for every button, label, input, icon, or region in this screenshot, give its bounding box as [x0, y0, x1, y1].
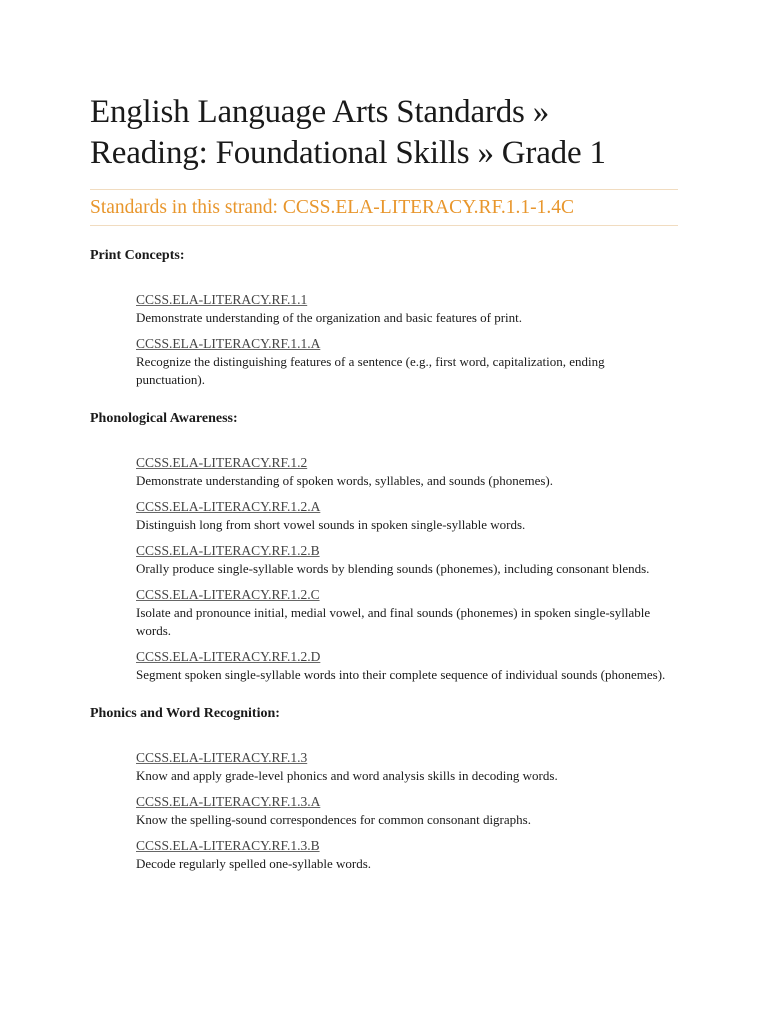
- standard-item: [136, 291, 676, 327]
- page-title-line-2: Reading: Foundational Skills » Grade 1: [90, 135, 606, 171]
- standard-description: Know the spelling-sound correspondences for common consonant digraphs.: [136, 812, 531, 827]
- page-title-line-1: English Language Arts Standards »: [90, 94, 549, 130]
- standard-link[interactable]: CCSS.ELA-LITERACY.RF.1.2: [136, 455, 308, 470]
- section-phonological-awareness: [90, 410, 678, 684]
- standard-item: [136, 837, 676, 873]
- standards-list: [136, 291, 676, 389]
- section-phonics-word-recognition: [90, 705, 678, 873]
- standard-description: Know and apply grade-level phonics and word analysis skills in decoding words.: [136, 768, 558, 783]
- standard-description: Distinguish long from short vowel sounds in spoken single-syllable words.: [136, 517, 526, 532]
- strand-banner: [90, 189, 678, 226]
- standard-link[interactable]: CCSS.ELA-LITERACY.RF.1.2.D: [136, 649, 321, 664]
- standard-link[interactable]: CCSS.ELA-LITERACY.RF.1.1.A: [136, 336, 321, 351]
- standard-item: [136, 335, 676, 389]
- standard-link[interactable]: CCSS.ELA-LITERACY.RF.1.1: [136, 292, 308, 307]
- standard-description: Recognize the distinguishing features of a sentence (e.g., first word, capitalization, ending punctuation).: [136, 354, 605, 387]
- standard-item: [136, 793, 676, 829]
- standard-link[interactable]: CCSS.ELA-LITERACY.RF.1.3.B: [136, 838, 320, 853]
- standard-description: Decode regularly spelled one-syllable words.: [136, 856, 372, 871]
- standard-item: [136, 454, 676, 490]
- standard-description: Segment spoken single-syllable words into their complete sequence of individual sounds (phonemes).: [136, 667, 666, 682]
- standards-list: [136, 454, 676, 684]
- standard-link[interactable]: CCSS.ELA-LITERACY.RF.1.2.A: [136, 499, 321, 514]
- standard-description: Isolate and pronounce initial, medial vowel, and final sounds (phonemes) in spoken single-syllable words.: [136, 605, 651, 638]
- page-title: [90, 92, 678, 174]
- standard-description: Demonstrate understanding of spoken words, syllables, and sounds (phonemes).: [136, 473, 554, 488]
- standard-description: Orally produce single-syllable words by blending sounds (phonemes), including consonant blends.: [136, 561, 650, 576]
- standard-link[interactable]: CCSS.ELA-LITERACY.RF.1.3.A: [136, 794, 321, 809]
- standard-item: [136, 586, 676, 640]
- standard-item: [136, 648, 676, 684]
- standard-link[interactable]: CCSS.ELA-LITERACY.RF.1.2.C: [136, 587, 320, 602]
- section-heading: Phonics and Word Recognition:: [90, 706, 280, 721]
- standard-item: [136, 498, 676, 534]
- standard-link[interactable]: CCSS.ELA-LITERACY.RF.1.2.B: [136, 543, 320, 558]
- section-print-concepts: [90, 247, 678, 389]
- standards-list: [136, 749, 676, 873]
- standard-item: [136, 749, 676, 785]
- standard-link[interactable]: CCSS.ELA-LITERACY.RF.1.3: [136, 750, 308, 765]
- section-heading: Phonological Awareness:: [90, 411, 238, 426]
- standard-description: Demonstrate understanding of the organization and basic features of print.: [136, 310, 523, 325]
- standard-item: [136, 542, 676, 578]
- section-heading: Print Concepts:: [90, 248, 185, 263]
- strand-text: Standards in this strand: CCSS.ELA-LITERACY.RF.1.1-1.4C: [90, 197, 574, 218]
